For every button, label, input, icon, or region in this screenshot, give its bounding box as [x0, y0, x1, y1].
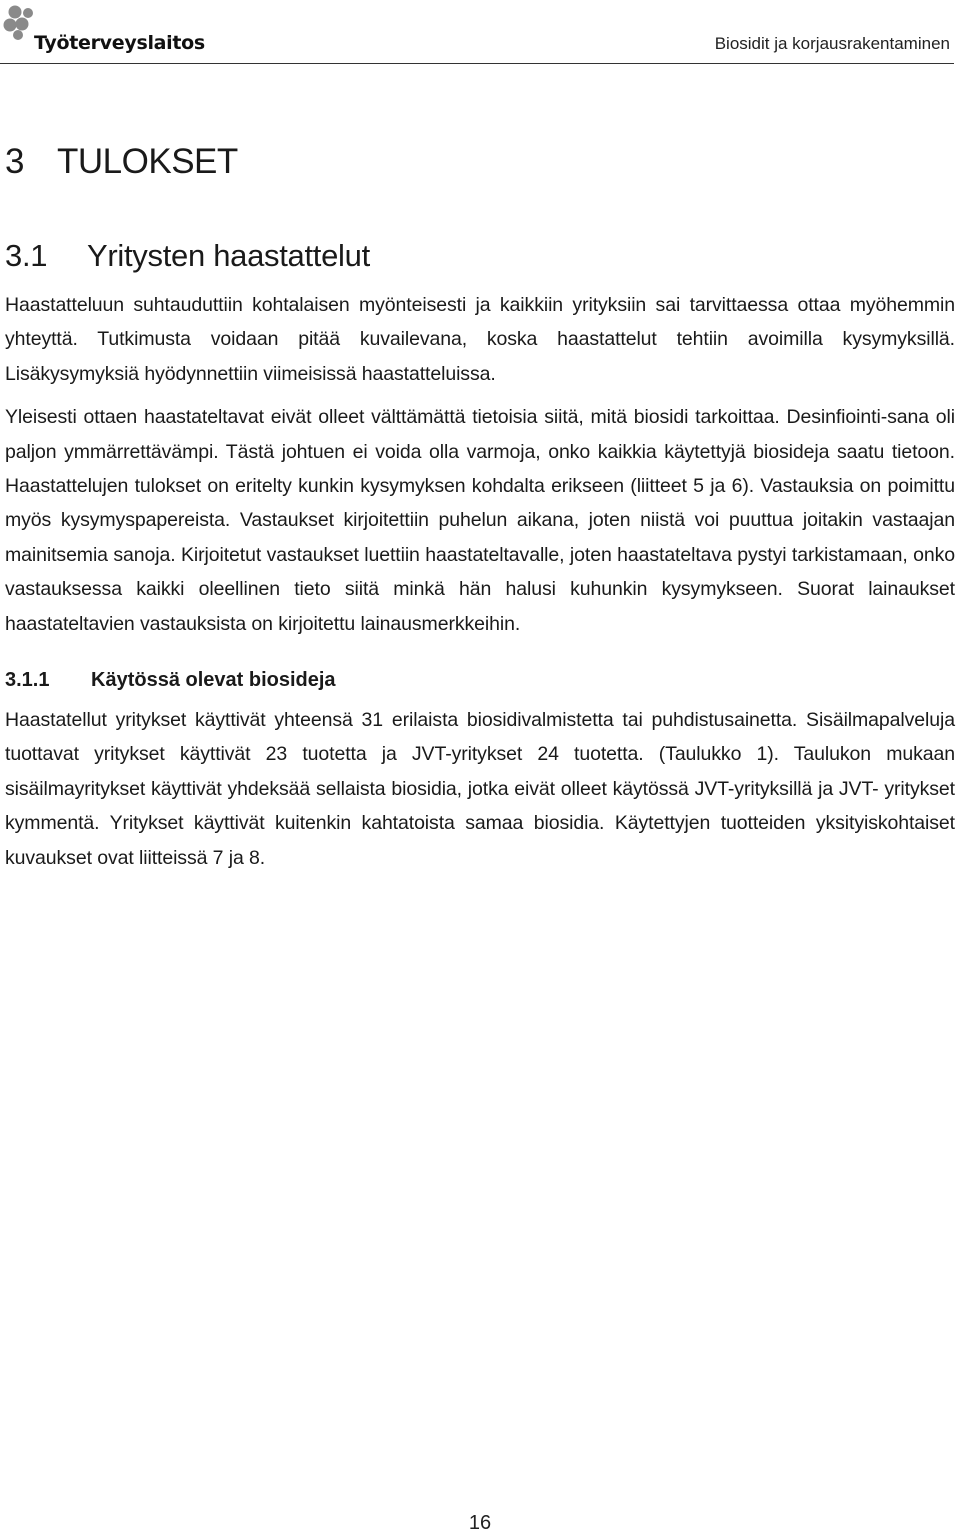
page-content	[5, 136, 955, 875]
logo-text: Työterveyslaitos	[34, 32, 205, 54]
section-number: 3.1	[5, 238, 48, 273]
chapter-number: 3	[5, 142, 24, 181]
subsection-heading	[5, 665, 955, 695]
header-divider	[0, 63, 954, 64]
body-paragraph-1: Haastatteluun suhtauduttiin kohtalaisen myönteisesti ja kaikkiin yrityksiin sai tarvittaessa ottaa myöhemmin yhteyttä. Tutkimusta voidaan pitää kuvailevana, koska haastattelut tehtiin avoimilla kysymyksillä. Lisäkysymyksiä hyödynnettiin viimeisissä haastatteluissa.	[5, 294, 955, 385]
chapter-heading	[5, 136, 955, 188]
subsection-title: Käytössä olevat biosideja	[91, 669, 336, 692]
section-heading	[5, 234, 955, 278]
body-paragraph-3: Haastatellut yritykset käyttivät yhteensä 31 erilaista biosidivalmistetta tai puhdistusainetta. Sisäilmapalveluja tuottavat yritykset käyttivät 23 tuotetta ja JVT-yritykset 24 tuotetta. (Taulukko 1). Taulukon mukaan sisäilmayritykset käyttivät yhdeksää sellaista biosidia, jotka eivät olleet käytössä JVT-yrityksillä ja JVT- yritykset kymmentä. Yritykset käyttivät kuitenkin kahtatoista samaa biosidia. Käytettyjen tuotteiden yksityiskohtaiset kuvaukset ovat liitteissä 7 ja 8.	[5, 709, 955, 869]
document-title: Biosidit ja korjausrakentaminen	[714, 34, 950, 53]
chapter-title: TULOKSET	[57, 142, 238, 181]
organization-logo	[2, 2, 205, 58]
page-header	[0, 0, 960, 66]
page-number: 16	[468, 1512, 492, 1534]
subsection-number: 3.1.1	[5, 669, 50, 692]
body-paragraph-2: Yleisesti ottaen haastateltavat eivät olleet välttämättä tietoisia siitä, mitä biosidi tarkoittaa. Desinfiointi-sana oli paljon ymmärrettävämpi. Tästä johtuen ei voida olla varmoja, onko kaikkia käytettyjä biosideja saatu tietoon. Haastattelujen tulokset on eritelty kunkin kysymyksen kohdalta erikseen (liitteet 5 ja 6). Vastauksia on poimittu myös kysymyspapereista. Vastaukset kirjoitettiin puhelun aikana, joten niistä voi puuttua joitakin vastaajan mainitsemia sanoja. Kirjoitetut vastaukset luettiin haastateltavalle, joten haastateltava pystyi tarkistamaan, onko vastauksessa kaikki oleellinen tieto siitä minkä hän halusi kuhunkin kysymykseen. Suorat lainaukset haastateltavien vastauksista on kirjoitettu lainausmerkkeihin.	[5, 406, 955, 635]
section-title: Yritysten haastattelut	[87, 238, 370, 273]
